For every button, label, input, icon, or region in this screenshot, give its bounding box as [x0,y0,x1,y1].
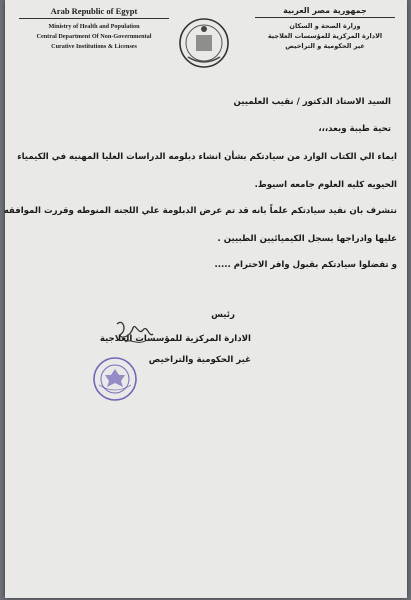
ar-department: الادارة المركزية للمؤسسات العلاجية [267,32,383,40]
en-department: Central Department Of Non-Governmental [36,33,152,40]
handwritten-signature [113,316,157,356]
arabic-letterhead [255,6,395,51]
en-country: Arab Republic of Egypt [50,6,138,16]
ministry-logo [174,13,234,73]
header-divider-ar [255,17,395,18]
header-divider [19,18,169,19]
signer-title: رئيس [211,310,235,320]
letter-greeting: تحية طيبة وبعد،،، [318,124,391,134]
en-subdepartment: Curative Institutions & Licenses [51,43,137,50]
letter-para1-line2: الحيويه كليه العلوم جامعه اسيوط. [254,180,397,190]
letter-para2-line1: نتشرف بان نفيد سيادتكم علماً بانه قد تم عرض الدبلومة علي اللجنه المنوطه وقررت الموافقه [3,206,397,216]
ar-country: جمهورية مصر العربية [283,6,367,15]
letter-para1-line1: ايماء الي الكتاب الوارد من سيادتكم بشأن انشاء دبلومه الدراسات العليا المهنيه في الكيمياء [17,152,397,162]
ar-ministry: وزارة الصحة و السكان [289,22,361,30]
letter-closing: و تفضلوا سيادتكم بقبول وافر الاحترام ..... [214,260,397,270]
official-stamp [91,355,139,403]
ar-subdepartment: غير الحكومية و التراخيص [285,42,365,50]
en-ministry: Ministry of Health and Population [48,23,140,30]
letter-addressee: السيد الاستاذ الدكتور / نقيب العلميين [233,97,391,107]
letter-para2-line2: عليها وادراجها بسجل الكيميائيين الطبيين . [217,234,397,244]
signer-subdepartment: غير الحكومية والتراخيص [148,355,251,365]
letter-page [5,0,407,598]
english-letterhead [19,6,169,52]
signer-department: الادارة المركزية للمؤسسات العلاجية [99,334,251,344]
